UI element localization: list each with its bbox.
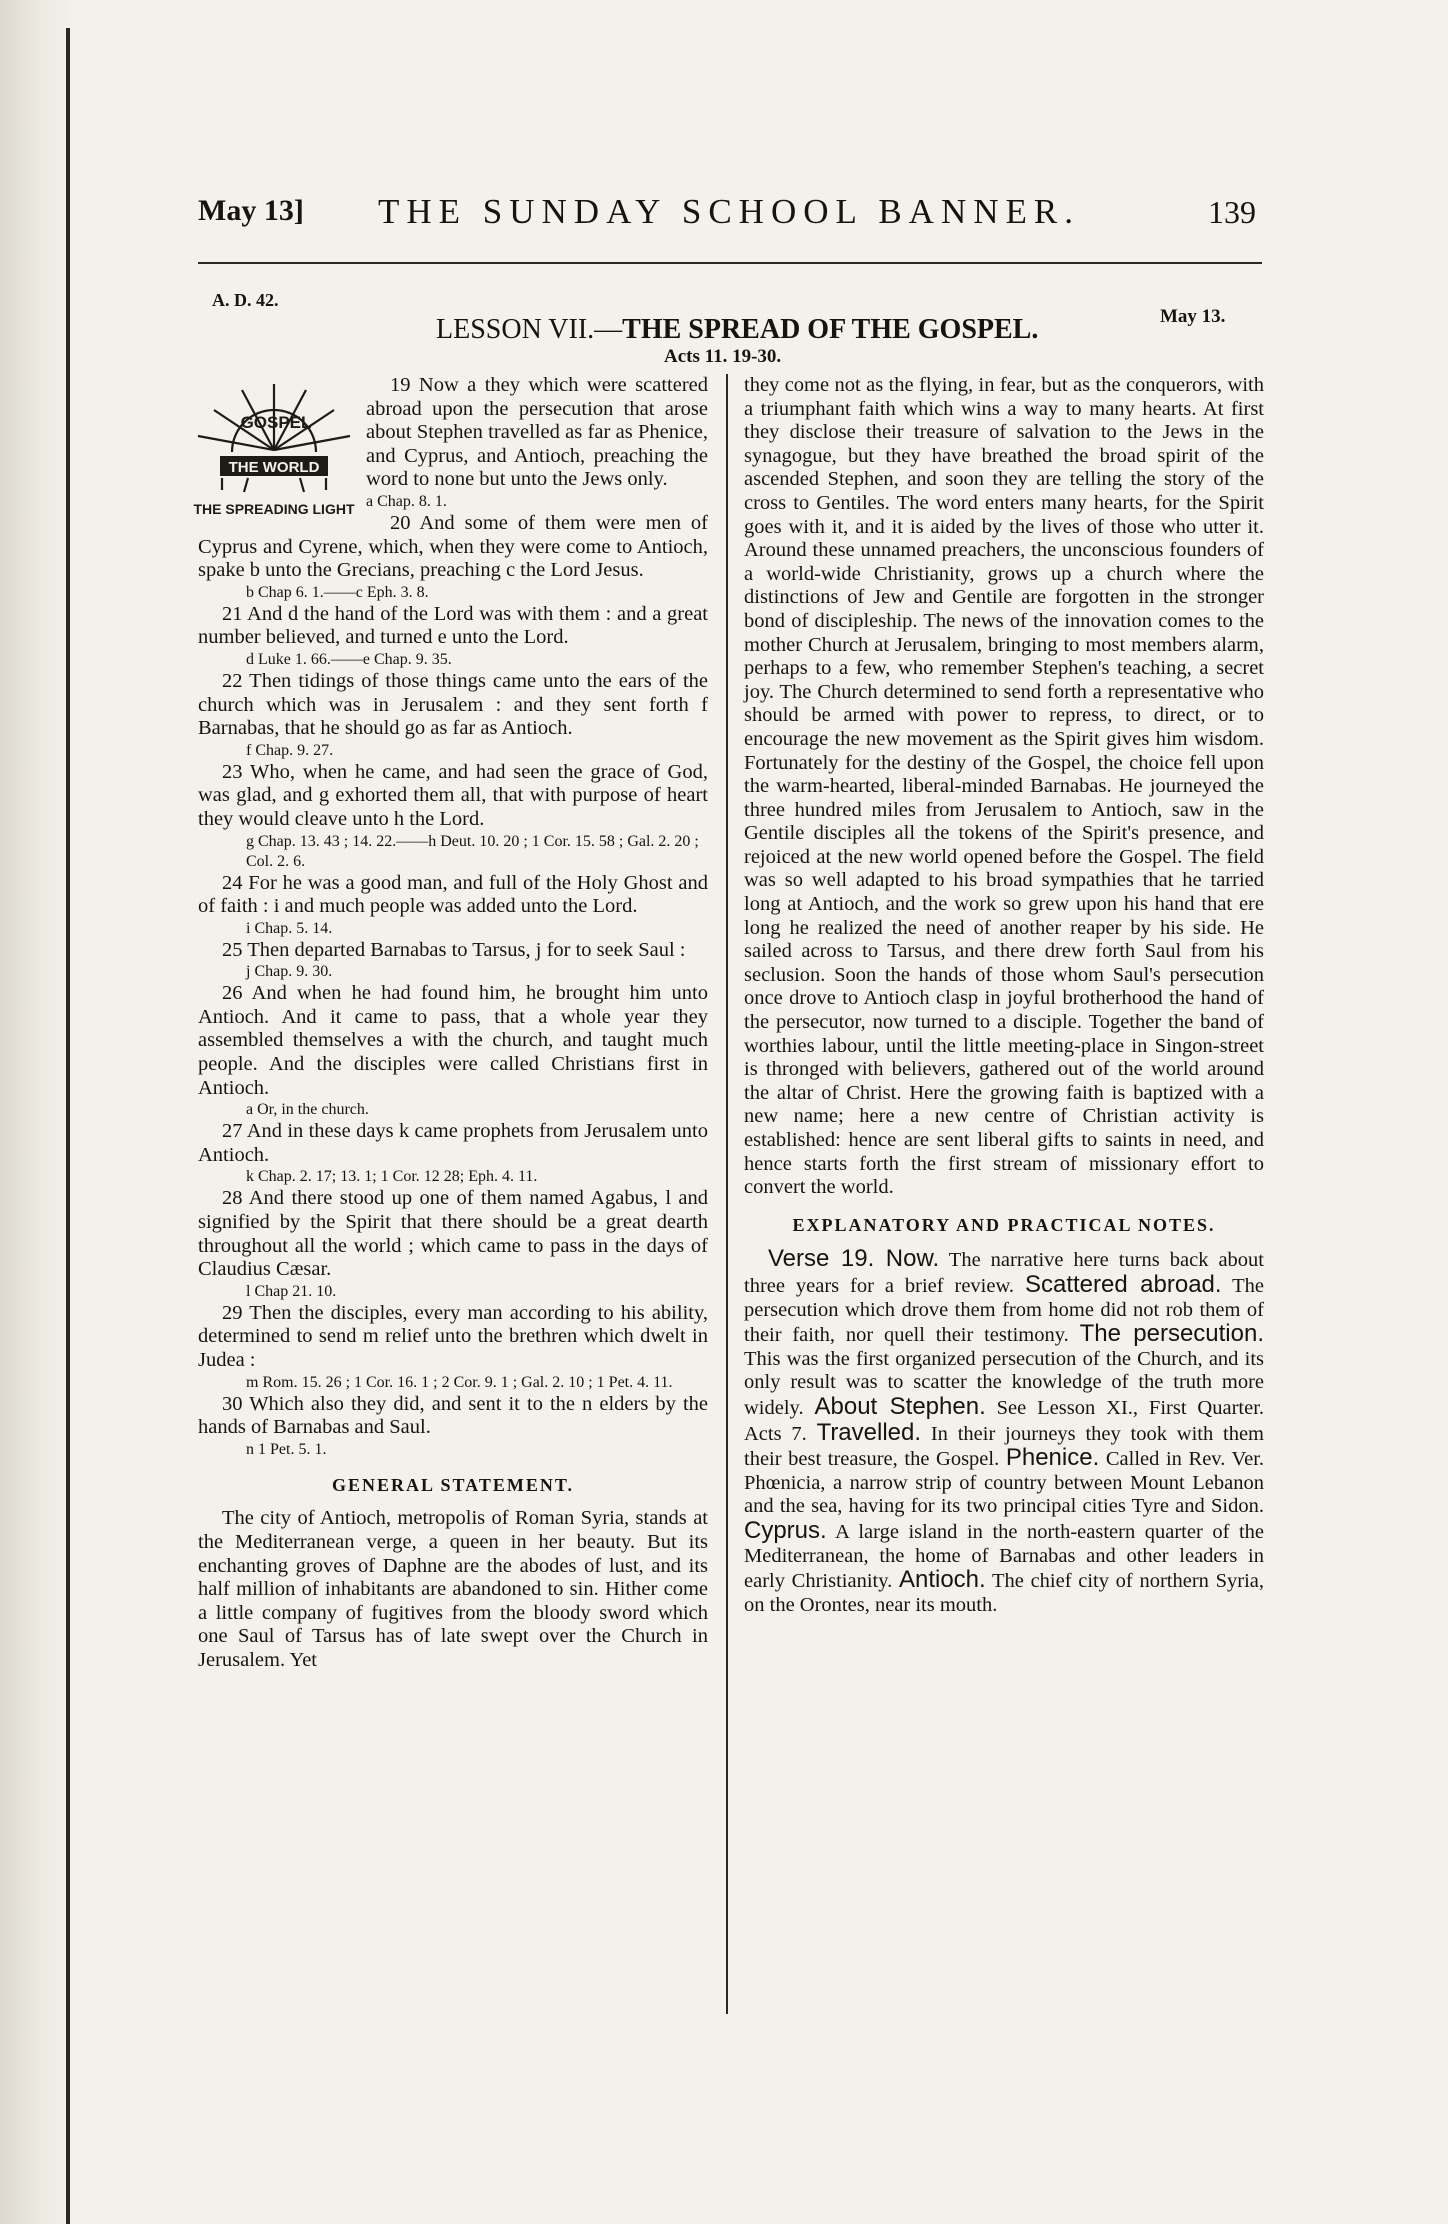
note-term: Cyprus. [744,1516,827,1544]
note-text: This was the first organized persecution of the Church, and its only result was to scatter the knowledge of the truth more widely. [744,1347,1264,1419]
note-text: A large island in the north-eastern quarter of the Mediterranean, the home of Barnabas and other leaders in early Christianity. [744,1520,1265,1593]
emblem-word-gospel: GOSPEL [240,413,312,432]
header-date: May 13] [198,194,304,227]
verse-text: 21 And d the hand of the Lord was with them : and a great number believed, and turned e unto the Lord. [198,602,708,649]
verse-note: m Rom. 15. 26 ; 1 Cor. 16. 1 ; 2 Cor. 9. 1 ; Gal. 2. 10 ; 1 Pet. 4. 11. [246,1373,673,1391]
verse-text: 28 And there stood up one of them named Agabus, l and signified by the Spirit that there should be a great dearth throughout all the world ; which came to pass in the days of Claudius Cæsar. [198,1187,708,1281]
note-text: The chief city of northern Syria, on the Orontes, near its mouth. [744,1570,1264,1616]
note-text: See Lesson XI., First Quarter. Acts 7. [744,1396,1265,1445]
gospel-emblem [192,380,356,528]
scripture-reference: Acts 11. 19-30. [664,346,782,367]
verse-note: d Luke 1. 66.——e Chap. 9. 35. [246,650,452,668]
general-statement-heading: GENERAL STATEMENT. [331,1474,575,1495]
verse-text: 30 Which also they did, and sent it to the n elders by the hands of Barnabas and Saul. [198,1392,708,1439]
note-term: About Stephen. [814,1392,986,1420]
verse-text: 25 Then departed Barnabas to Tarsus, j for to seek Saul : [222,938,686,961]
verse-note: i Chap. 5. 14. [246,919,333,937]
note-term: Antioch. [898,1566,986,1594]
verse-text: 27 And in these days k came prophets from Jerusalem unto Antioch. [198,1120,708,1166]
header-rule [198,262,1262,264]
verse-text: 23 Who, when he came, and had seen the grace of God, was glad, and g exhorted them all, that with purpose of heart they would cleave unto h the Lord. [198,760,708,830]
lesson-number: LESSON VII.— [436,314,623,345]
verse-note: a Chap. 8. 1. [366,492,447,510]
lesson-title [436,314,1038,346]
header-title: THE SUNDAY SCHOOL BANNER. [378,192,1080,231]
note-text: The narrative here turns back about three years for a brief review. [744,1249,1264,1297]
lesson-date: May 13. [1160,306,1226,327]
verse-text: 24 For he was a good man, and full of the Holy Ghost and of faith : i and much people was added unto the Lord. [198,871,708,918]
note-term: Travelled. [816,1418,922,1446]
note-term: The persecution. [1079,1320,1264,1348]
note-text: In their journeys they took with them their best treasure, the Gospel. [744,1422,1265,1471]
verse-note: g Chap. 13. 43 ; 14. 22.——h Deut. 10. 20 ; 1 Cor. 15. 58 ; Gal. 2. 20 ; Col. 2. 6. [246,832,699,870]
emblem-word-world: THE WORLD [228,459,320,476]
notes-heading: EXPLANATORY AND PRACTICAL NOTES. [792,1214,1216,1235]
notes-paragraph [744,1247,1264,1617]
verse-note: j Chap. 9. 30. [246,963,333,981]
column-divider [726,374,728,2014]
note-text: The persecution which drove them from home did not rob them of their faith, nor quell their testimony. [744,1274,1264,1347]
verse-note: l Chap 21. 10. [246,1282,337,1300]
verse-text: 29 Then the disciples, every man according to his ability, determined to send m relief unto the brethren which dwelt in Judea : [198,1301,708,1371]
running-header [198,186,1266,236]
verse-note: n 1 Pet. 5. 1. [246,1440,327,1458]
verse-text: 20 And some of them were men of Cyprus and Cyrene, which, when they were come to Antioch, spake b unto the Grecians, preaching c the Lord Jesus. [198,511,708,582]
general-statement-text-left: The city of Antioch, metropolis of Roman Syria, stands at the Mediterranean verge, a queen in her beauty. But its enchanting groves of Daphne are the abodes of lust, and its half million of inhabitants are abandoned to sin. Hither come a little company of fugitives from the bloody sword which one Saul of Tarsus has of late swept over the Church in Jerusalem. Yet [198,1507,708,1671]
left-column [193,374,708,1673]
verse-list [198,374,708,1460]
note-term: Phenice. [1005,1444,1100,1472]
page-number: 139 [1208,194,1256,230]
verse-text: 19 Now a they which were scattered abroad upon the persecution that arose about Stephen travelled as far as Phenice, and Cyprus, and Antioch, preaching the word to none but unto the Jews only. [366,374,708,491]
lesson-era: A. D. 42. [212,290,279,310]
verse-text: 22 Then tidings of those things came unto the ears of the church which was in Jerusalem : and they sent forth f Barnabas, that he should go as far as Antioch. [198,669,708,740]
lesson-title-main: THE SPREAD OF THE GOSPEL. [622,314,1039,345]
general-statement-text-right: they come not as the flying, in fear, but as the conquerors, with a triumphant faith which wins a way to many hearts. At first they disclose their treasure of salvation to the Jews in the synagogue, but they have breathed the broad spirit of the ascended Stephen, and soon they are telling the story of the cross to Gentiles. The word enters many hearts, for the Spirit goes with it, and it is aided by the lives of those who utter it. Around these unnamed preachers, the unconscious founders of a world-wide Christianity, grows up a church where the distinctions of Jew and Gentile are forgotten in the stronger bond of discipleship. The news of the innovation comes to the mother Church at Jerusalem, bringing to most members alarm, perhaps to a few, who remember Stephen's teaching, a secret joy. The Church determined to send forth a representative who should be armed with power to repress, to direct, or to encourage the new movement as the Spirit gives him wisdom. Fortunately for the destiny of the Gospel, the choice fell upon the warm-hearted, liberal-minded Barnabas. He journeyed the three hundred miles from Jerusalem to Antioch, saw in the Gentile disciples all the tokens of the Spirit's presence, and rejoiced at the new world opened before the Gospel. The field was so well adapted to his broad sympathies that he tarried long at Antioch, and the work so grew upon his hand that ere long he realized the need of another reaper by his side. He sailed across to Tarsus, and there drew forth Saul from his seclusion. Soon the hands of those whom Saul's persecution once drove to Antioch clasp in joyful brotherhood the hand of the persecutor, now turned to a disciple. Together the band of worthies labour, until the little meeting-place in Singon-street is thronged with believers, gathered out of the world around the altar of Christ. Here the growing faith is baptized with a new name; here a new centre of Christian activity is established: hence are sent liberal gifts to saints in need, and hence starts forth the first stream of missionary effort to convert the world. [744,374,1264,1199]
note-text: Called in Rev. Ver. Phœnicia, a narrow strip of country between Mount Lebanon and the sea, having for its two principal cities Tyre and Sidon. [744,1448,1265,1518]
verse-note: b Chap 6. 1.——c Eph. 3. 8. [246,583,429,601]
verse-note: f Chap. 9. 27. [246,741,334,759]
verse-note: a Or, in the church. [246,1101,369,1119]
verse-text: 26 And when he had found him, he brought him unto Antioch. And it came to pass, that a whole year they assembled themselves a with the church, and taught much people. And the disciples were called Christians first in Antioch. [198,982,708,1099]
note-term: Verse 19. Now. [768,1245,940,1273]
binding-edge-line [66,28,70,2224]
note-term: Scattered abroad. [1024,1270,1222,1298]
sunburst-emblem-icon [192,380,356,528]
verse-note: k Chap. 2. 17; 13. 1; 1 Cor. 12 28; Eph. 4. 11. [246,1168,538,1186]
emblem-word-light: THE SPREADING LIGHT [193,501,355,517]
right-column [744,374,1264,1617]
